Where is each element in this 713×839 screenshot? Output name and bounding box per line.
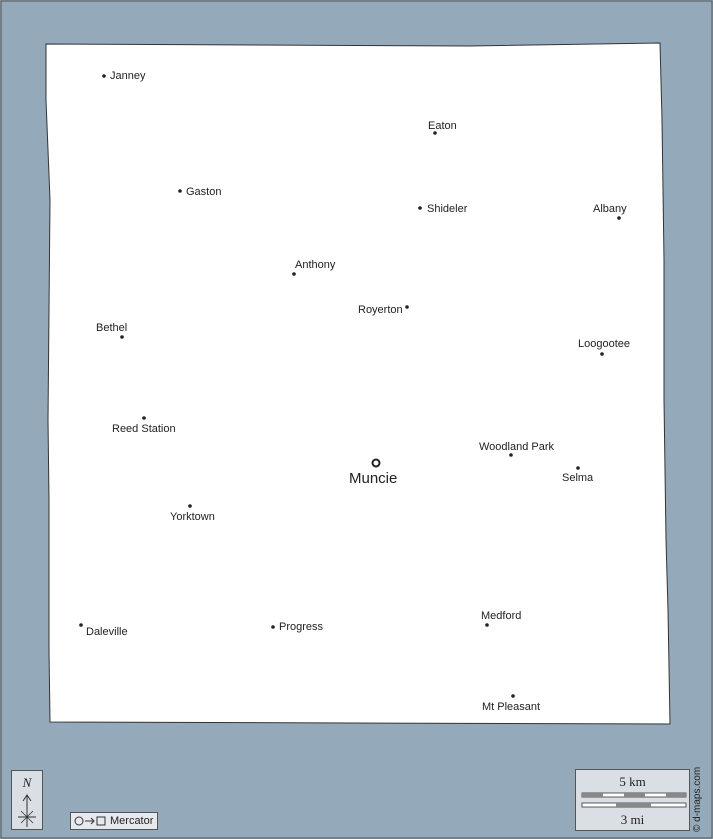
place-marker-selma [576,466,580,470]
place-marker-bethel [120,335,124,339]
place-label-gaston: Gaston [186,186,222,198]
place-marker-loogootee [600,352,604,356]
place-label-daleville: Daleville [86,626,128,638]
scale-mi-label: 3 mi [620,812,645,827]
place-label-anthony: Anthony [295,259,336,271]
projection-label: Mercator [110,815,154,827]
place-marker-janney [102,74,106,78]
place-marker-medford [485,623,489,627]
place-marker-yorktown [188,504,192,508]
circle-to-square-icon [74,815,108,827]
place-label-shideler: Shideler [427,203,468,215]
place-label-janney: Janney [110,70,146,82]
projection-box [70,812,158,830]
place-marker-reed-station [142,416,146,420]
credit-text: © d-maps.com [692,766,703,832]
scale-bar-box [575,769,690,831]
place-marker-shideler [418,206,422,210]
place-label-eaton: Eaton [428,120,457,132]
place-marker-anthony [292,272,296,276]
muncie-marker [373,460,380,467]
place-label-mt-pleasant: Mt Pleasant [482,701,541,713]
place-label-loogootee: Loogootee [578,338,630,350]
place-label-bethel: Bethel [96,322,128,334]
place-marker-gaston [178,189,182,193]
place-marker-progress [271,625,275,629]
north-arrow-box [11,770,43,830]
county-area [46,43,670,724]
place-label-progress: Progress [279,621,324,633]
place-label-albany: Albany [593,203,627,215]
place-label-selma: Selma [562,472,594,484]
scale-km-label: 5 km [619,774,646,789]
place-marker-albany [617,216,621,220]
place-label-yorktown: Yorktown [170,511,215,523]
muncie-label: Muncie [349,470,398,487]
north-arrow-icon [12,791,42,831]
place-marker-woodland-park [509,453,513,457]
place-label-medford: Medford [481,610,522,622]
place-marker-daleville [79,623,83,627]
place-marker-royerton [405,305,409,309]
place-label-reed-station: Reed Station [112,423,176,435]
place-label-royerton: Royerton [358,304,403,316]
scale-bar [576,790,689,814]
place-label-woodland-park: Woodland Park [479,441,555,453]
north-label: N [22,775,32,790]
place-marker-mt-pleasant [511,694,515,698]
